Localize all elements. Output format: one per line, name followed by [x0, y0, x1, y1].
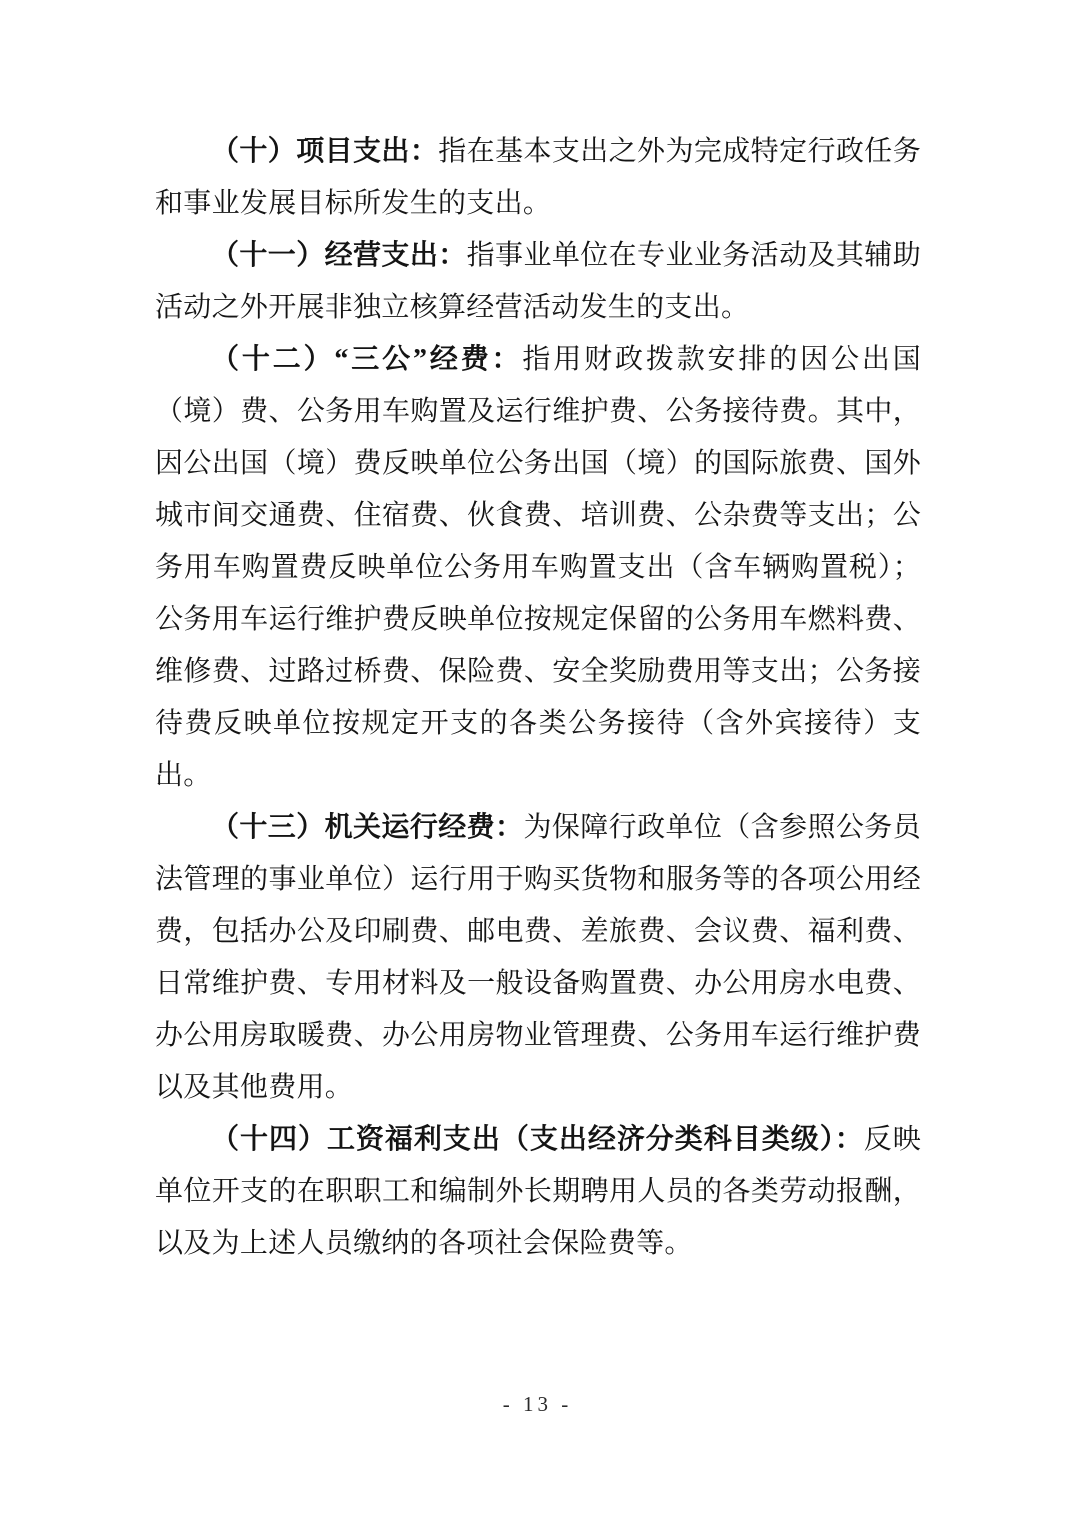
paragraph-item-11	[155, 230, 921, 334]
paragraph-item-14	[155, 1114, 921, 1270]
term-definition: 反映单位开支的在职职工和编制外长期聘用人员的各类劳动报酬，以及为上述人员缴纳的各项社会保险费等。	[155, 1124, 921, 1259]
page-number: - 13 -	[502, 1392, 573, 1416]
term-definition: 指事业单位在专业业务活动及其辅助活动之外开展非独立核算经营活动发生的支出。	[155, 240, 921, 323]
term-label: （十一）经营支出：	[211, 240, 467, 271]
paragraph-item-13	[155, 802, 921, 1114]
term-definition: 指在基本支出之外为完成特定行政任务和事业发展目标所发生的支出。	[155, 136, 921, 219]
term-label: （十四）工资福利支出（支出经济分类科目类级）：	[211, 1124, 864, 1155]
paragraph-item-10	[155, 126, 921, 230]
term-definition: 指用财政拨款安排的因公出国（境）费、公务用车购置及运行维护费、公务接待费。其中，因公出国（境）费反映单位公务出国（境）的国际旅费、国外城市间交通费、住宿费、伙食费、培训费、公杂费等支出；公务用车购置费反映单位公务用车购置支出（含车辆购置税）；公务用车运行维护费反映单位按规定保留的公务用车燃料费、维修费、过路过桥费、保险费、安全奖励费用等支出；公务接待费反映单位按规定开支的各类公务接待（含外宾接待）支出。	[155, 344, 921, 791]
paragraph-item-12	[155, 334, 921, 802]
term-label: （十）项目支出：	[211, 136, 439, 167]
document-body	[155, 126, 921, 1270]
term-definition: 为保障行政单位（含参照公务员法管理的事业单位）运行用于购买货物和服务等的各项公用经费，包括办公及印刷费、邮电费、差旅费、会议费、福利费、日常维护费、专用材料及一般设备购置费、办公用房水电费、办公用房取暖费、办公用房物业管理费、公务用车运行维护费以及其他费用。	[155, 812, 922, 1103]
term-label: （十三）机关运行经费：	[211, 812, 524, 843]
term-label: （十二）“三公”经费：	[211, 344, 523, 375]
